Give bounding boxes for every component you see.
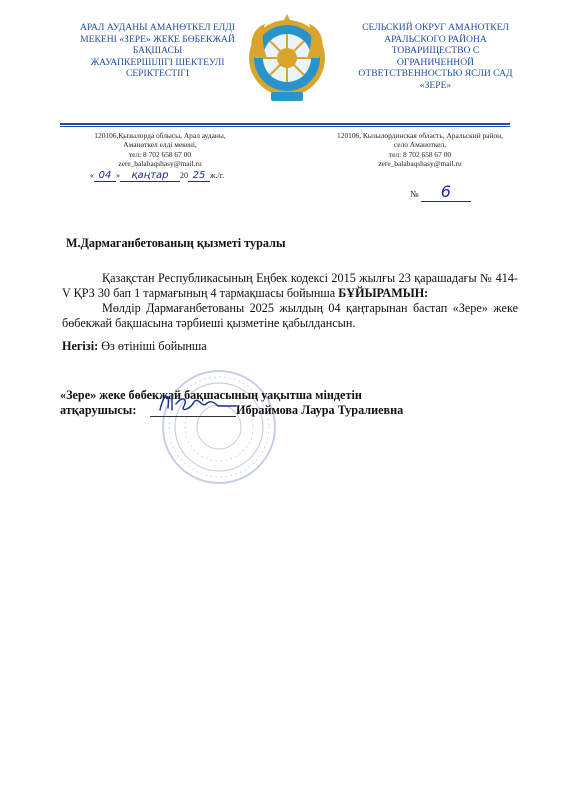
header-left-line: ЖАУАПКЕРШІЛІГІ ШЕКТЕУЛІ: [90, 56, 225, 68]
order-date: [90, 170, 224, 182]
address-right-line: zere_balabaqshasy@mail.ru: [378, 159, 462, 169]
date-year: 25: [188, 170, 210, 182]
header-left-line: МЕКЕНІ «ЗЕРЕ» ЖЕКЕ БӨБЕКЖАЙ: [80, 33, 235, 45]
order-body: [62, 271, 518, 331]
address-left-line: Аманөткел елдi мекенi,: [123, 140, 197, 150]
header-right-line: СЕЛЬСКИЙ ОКРУГ АМАНОТКЕЛ: [362, 22, 509, 33]
header-right-line: ОГРАНИЧЕННОЙ: [396, 56, 475, 68]
date-suffix: ж./г.: [210, 171, 225, 180]
body-paragraph-1: [62, 271, 518, 301]
address-left-line: тел: 8 702 658 67 00: [128, 149, 192, 159]
seal-stamp-icon: [160, 368, 278, 486]
header-left-line: БАҚШАСЫ: [132, 45, 183, 57]
address-left: [60, 131, 260, 169]
header-right-line: ОТВЕТСТВЕННОСТЬЮ ЯСЛИ САД: [358, 68, 513, 80]
header-divider: [60, 123, 510, 125]
address-left-line: zere_balabaqshasy@mail.ru: [118, 159, 202, 169]
signatory-name: Ибраймова Лаура Туралиевна: [236, 403, 404, 417]
address-right-line: село Аманоткел,: [393, 140, 447, 150]
header-right-line: АРАЛЬСКОГО РАЙОНА: [384, 33, 487, 45]
header-right-russian: [338, 22, 533, 92]
date-month: қаңтар: [120, 170, 180, 182]
handwritten-signature-icon: [150, 388, 242, 418]
header-left-kazakh: [60, 22, 255, 80]
address-right-line: 120106, Кызылординская область, Аральский район,: [337, 131, 503, 140]
signature-underline: [150, 416, 236, 417]
body-paragraph-1-text: Қазақстан Республикасының Еңбек кодексі 2015 жылғы 23 қарашадағы № 414-V ҚРЗ 30 бап 1 тармағының 4 тармақшасы бойынша: [62, 271, 518, 300]
number-symbol: №: [410, 189, 419, 199]
signatory-title-line-1: «Зере» жеке бөбекжай бақшасының уақытша міндетін: [60, 388, 362, 402]
address-left-line: 120106,Қызылорда облысы, Арал ауданы,: [94, 131, 226, 140]
state-emblem-icon: [247, 14, 327, 106]
order-keyword: БҰЙЫРАМЫН:: [338, 286, 429, 300]
basis-label: Негізі:: [62, 339, 99, 353]
order-number: [410, 182, 471, 202]
date-open-quote: «: [90, 171, 94, 180]
date-year-prefix: 20: [180, 171, 188, 180]
address-right: [320, 131, 520, 169]
address-right-line: тел: 8 702 658 67 00: [388, 149, 452, 159]
date-day: 04: [94, 170, 116, 182]
header-right-line: ТОВАРИЩЕСТВО С: [391, 45, 480, 57]
header-divider-thin: [60, 126, 510, 127]
header-left-line: СЕРІКТЕСТІГІ: [125, 68, 190, 80]
order-basis: [62, 339, 207, 354]
basis-text: Өз өтініші бойынша: [101, 339, 207, 353]
date-close-quote: »: [116, 171, 120, 180]
body-paragraph-2: Мөлдір Дармағанбетованы 2025 жылдың 04 қаңтарынан бастап «Зере» жеке бөбекжай бақшасына тәрбиеші қызметіне қабылдансын.: [62, 301, 518, 330]
number-value: 6: [421, 182, 471, 202]
header-left-line: АРАЛ АУДАНЫ АМАНӨТКЕЛ ЕЛДІ: [79, 22, 236, 33]
signatory-title-line-2: атқарушысы:: [60, 403, 137, 417]
order-title: М.Дармаганбетованың қызметі туралы: [66, 236, 286, 250]
header-right-line: «ЗЕРЕ»: [419, 79, 452, 91]
